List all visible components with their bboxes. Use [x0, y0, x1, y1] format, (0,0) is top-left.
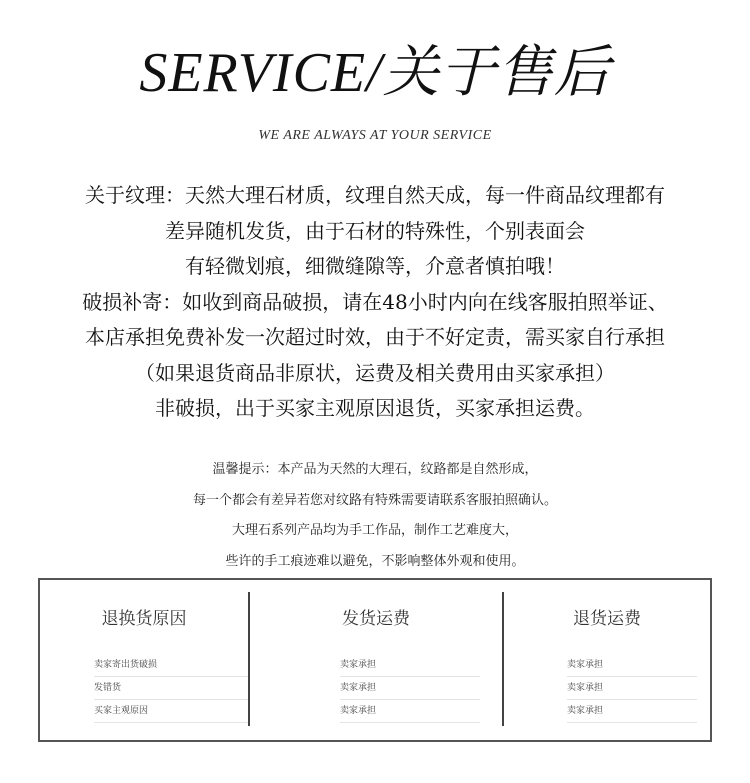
- column-header: 退换货原因: [101, 609, 187, 629]
- tip-line: 些许的手工痕迹难以避免，不影响整体外观和使用。: [225, 553, 525, 569]
- description-line: 有轻微划痕，细微缝隙等，介意者慎拍哦！: [185, 254, 565, 278]
- description-line: 差异随机发货，由于石材的特殊性，个别表面会: [165, 218, 585, 243]
- tip-line: 温馨提示：本产品为天然的大理石，纹路都是自然形成，: [212, 462, 538, 477]
- table-cell: 买家主观原因: [94, 700, 248, 723]
- table-cell: 卖家承担: [340, 654, 480, 677]
- warm-tip: [0, 455, 750, 577]
- description-line: 非破损，出于买家主观原因退货，买家承担运费。: [155, 396, 595, 420]
- table-column-return: [504, 580, 710, 740]
- column-header: 发货运费: [342, 609, 410, 629]
- description-line: 破损补寄：如收到商品破损，请在48小时内向在线客服拍照举证、: [82, 289, 668, 314]
- description-line: （如果退货商品非原状，运费及相关费用由买家承担）: [135, 360, 615, 385]
- description-line: 关于纹理：天然大理石材质，纹理自然天成，每一件商品纹理都有: [85, 183, 665, 207]
- table-cell: 卖家承担: [567, 700, 697, 723]
- description-line: 本店承担免费补发一次超过时效，由于不好定责，需买家自行承担: [85, 325, 665, 349]
- table-cell: 卖家承担: [340, 700, 480, 723]
- table-cell: 卖家寄出货破损: [94, 654, 248, 677]
- tip-line: 大理石系列产品均为手工作品，制作工艺难度大，: [231, 523, 518, 538]
- tip-line: 每一个都会有差异若您对纹路有特殊需要请联系客服拍照确认。: [192, 492, 557, 508]
- shipping-cost-table: [38, 578, 712, 742]
- column-header: 退货运费: [573, 609, 641, 629]
- table-cell: 卖家承担: [567, 654, 697, 677]
- table-cell: 卖家承担: [567, 677, 697, 700]
- service-description: [0, 178, 750, 427]
- table-column-shipping: [250, 580, 502, 740]
- page-subtitle: WE ARE ALWAYS AT YOUR SERVICE: [258, 128, 492, 143]
- table-column-reason: [40, 580, 248, 740]
- page-title: SERVICE/关于售后: [139, 42, 611, 104]
- table-cell: 发错货: [94, 677, 248, 700]
- table-cell: 卖家承担: [340, 677, 480, 700]
